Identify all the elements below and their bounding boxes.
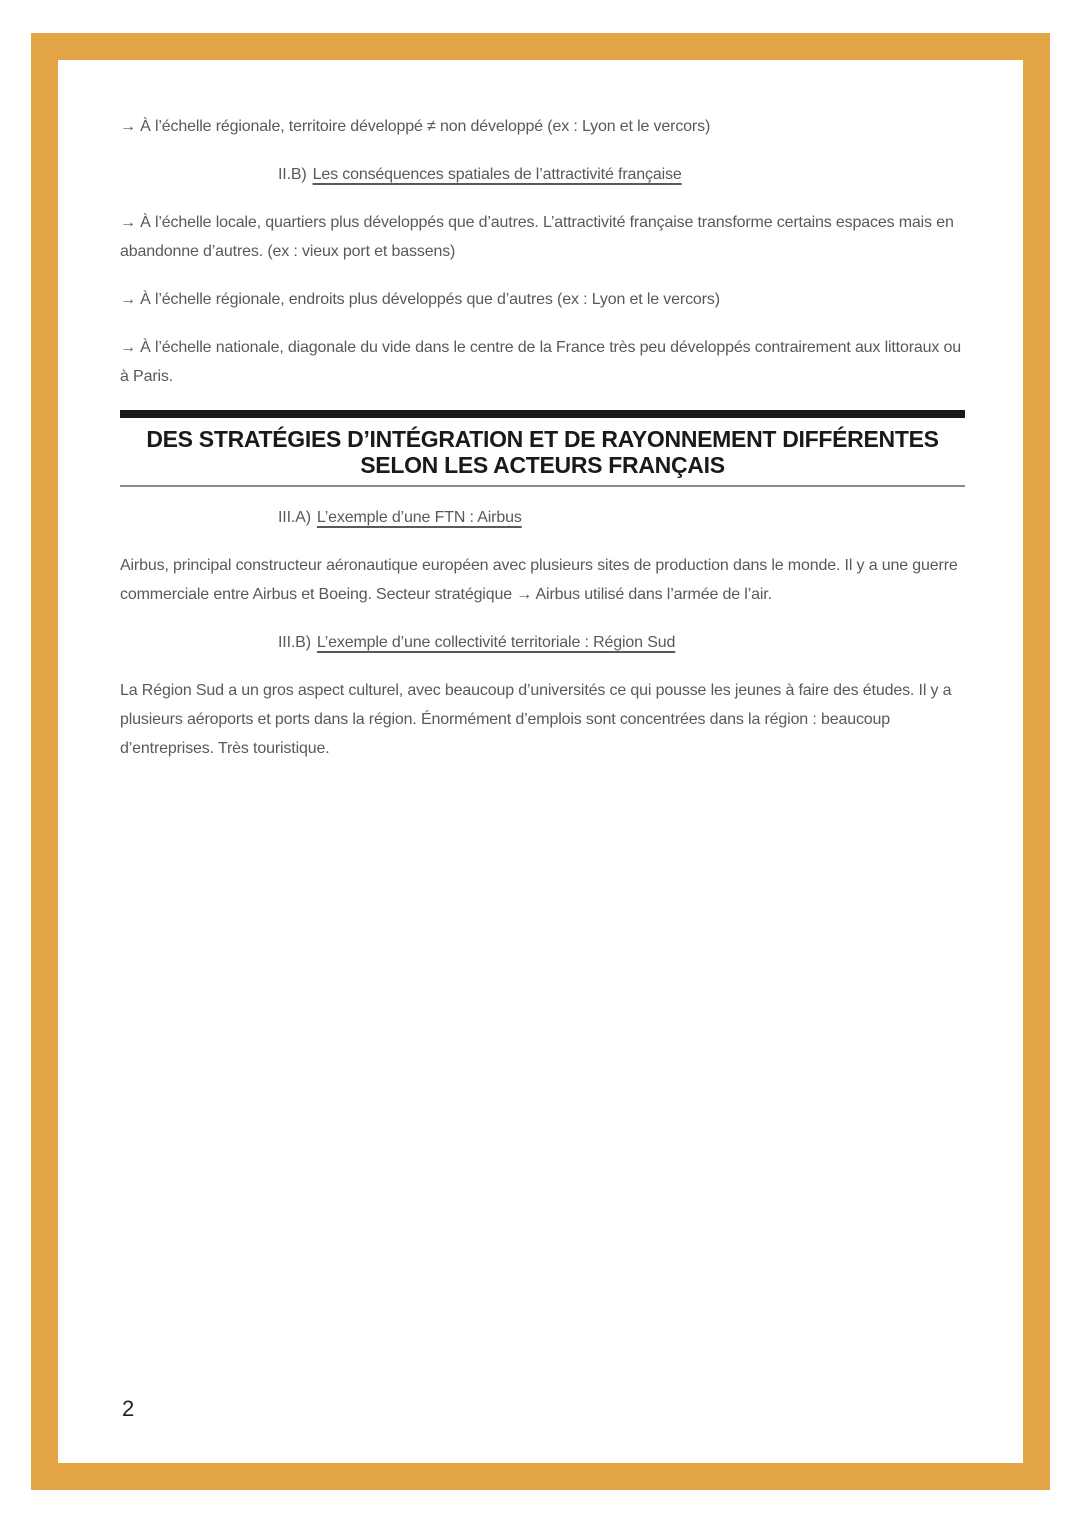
- heading-bottom-rule: [120, 485, 965, 487]
- subheading-iib-prefix: II.B): [278, 166, 307, 183]
- paragraph-region-sud: La Région Sud a un gros aspect culturel, avec beaucoup d’universités ce qui pousse les jeunes à faire des études. Il y a plusieurs aéroports et ports dans la région. Énormément d’emplois sont concentrées dans la région : beaucoup d’entreprises. Très touristique.: [120, 682, 952, 757]
- document-content: [120, 112, 965, 782]
- subheading-iiib-prefix: III.B): [278, 634, 311, 651]
- subheading-iib-title: Les conséquences spatiales de l’attractivité française: [312, 166, 682, 183]
- section-iii-heading: [120, 410, 965, 487]
- bullet-echelle-regionale: → À l’échelle régionale, endroits plus développés que d’autres (ex : Lyon et le vercors): [120, 291, 720, 308]
- section-iii-title: DES STRATÉGIES D’INTÉGRATION ET DE RAYONNEMENT DIFFÉRENTES SELON LES ACTEURS FRANÇAIS: [146, 426, 939, 478]
- bullet-echelle-nationale: → À l’échelle nationale, diagonale du vide dans le centre de la France très peu développés contrairement aux littoraux ou à Paris.: [120, 339, 962, 385]
- subheading-iib: [120, 160, 965, 189]
- bullet-echelle-locale: → À l’échelle locale, quartiers plus développés que d’autres. L’attractivité française transforme certains espaces mais en abandonne d’autres. (ex : vieux port et bassens): [120, 214, 954, 260]
- paragraph-airbus: Airbus, principal constructeur aéronautique européen avec plusieurs sites de production dans le monde. Il y a une guerre commerciale entre Airbus et Boeing. Secteur stratégique → Airbus utilisé dans l’armée de l’air.: [120, 557, 958, 603]
- subheading-iiia-prefix: III.A): [278, 509, 311, 526]
- bullet-echelle-regionale-intro: → À l’échelle régionale, territoire développé ≠ non développé (ex : Lyon et le vercors): [120, 118, 711, 135]
- heading-top-bar: [120, 410, 965, 418]
- subheading-iiia-title: L’exemple d’une FTN : Airbus: [316, 509, 522, 526]
- page-number: 2: [122, 1396, 135, 1421]
- subheading-iiia: [120, 503, 965, 532]
- subheading-iiib-title: L’exemple d’une collectivité territoriale : Région Sud: [316, 634, 676, 651]
- subheading-iiib: [120, 628, 965, 657]
